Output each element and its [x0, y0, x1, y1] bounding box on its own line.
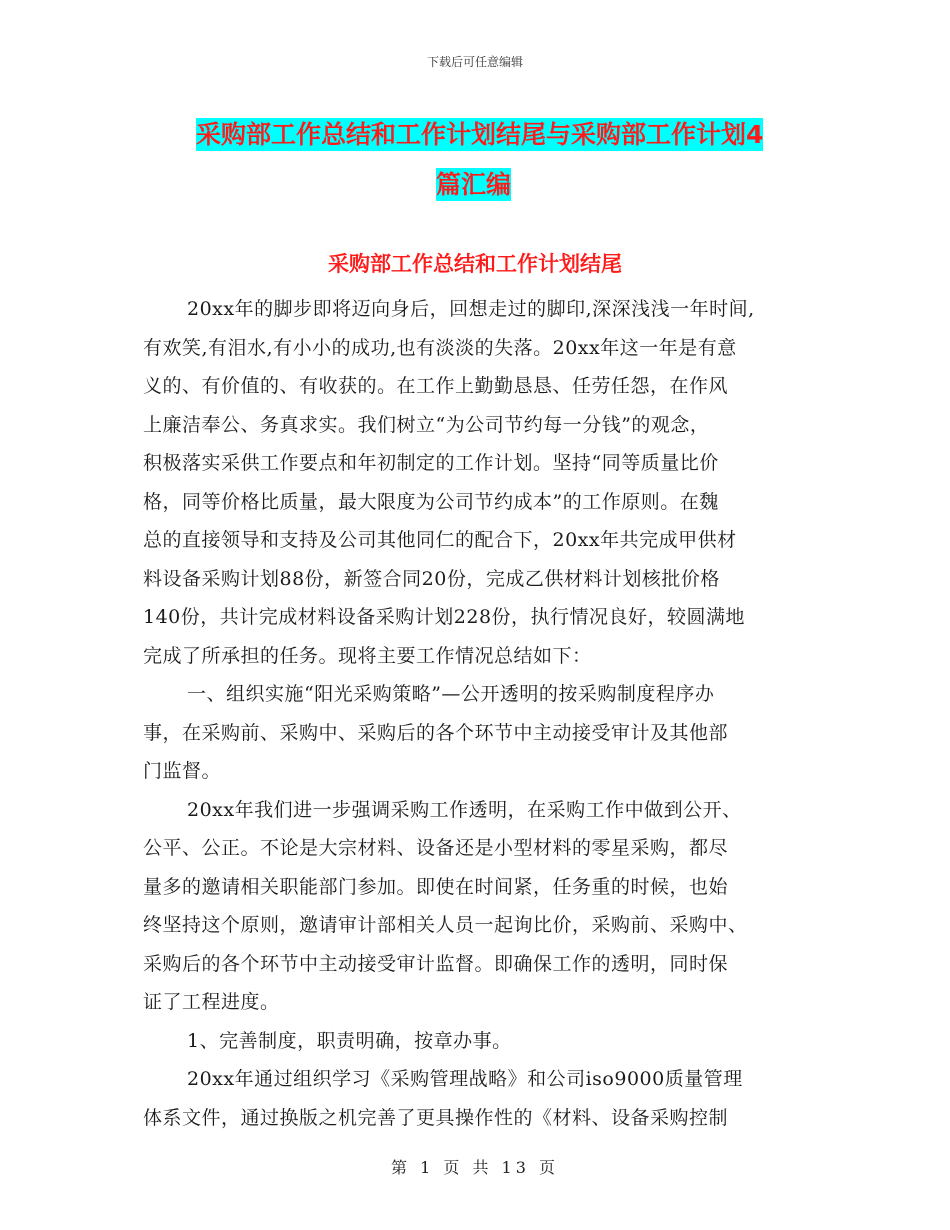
body-line: 料设备采购计划88份，新签合同20份，完成乙供材料计划核批价格 — [143, 567, 720, 590]
body-line: 140份，共计完成材料设备采购计划228份，执行情况良好，较圆满地 — [143, 606, 746, 628]
body-line: 积极落实采供工作要点和年初制定的工作计划。坚持“同等质量比价 — [143, 452, 719, 474]
title-line-1 — [196, 110, 816, 160]
body-line: 终坚持这个原则，邀请审计部相关人员一起询比价，采购前、采购中、 — [143, 914, 748, 936]
body-line: 一、组织实施“阳光采购策略”—公开透明的按采购制度程序办 — [187, 683, 715, 705]
body-line: 格，同等价格比质量，最大限度为公司节约成本”的工作原则。在魏 — [143, 490, 719, 513]
section-title: 采购部工作总结和工作计划结尾 — [328, 252, 622, 276]
body-line: 证了工程进度。 — [143, 991, 280, 1013]
body-line: 上廉洁奉公、务真求实。我们树立“为公司节约每一分钱”的观念， — [143, 413, 710, 436]
body-line: 完成了所承担的任务。现将主要工作情况总结如下： — [143, 644, 592, 667]
body-line: 事，在采购前、采购中、采购后的各个环节中主动接受审计及其他部 — [143, 721, 729, 744]
body-line: 1、完善制度，职责明确，按章办事。 — [187, 1029, 512, 1052]
title-line-2-text: 篇汇编 — [436, 170, 512, 199]
header-note: 下载后可任意编辑 — [426, 55, 523, 69]
body-text — [143, 290, 823, 1137]
body-line: 体系文件，通过换版之机完善了更具操作性的《材料、设备采购控制 — [143, 1106, 729, 1129]
title-line-1-text: 采购部工作总结和工作计划结尾与采购部工作计划4 — [196, 120, 764, 149]
body-line: 20xx年的脚步即将迈向身后，回想走过的脚印,深深浅浅一年时间, — [187, 298, 755, 320]
body-line: 采购后的各个环节中主动接受审计监督。即确保工作的透明，同时保 — [143, 952, 729, 975]
body-line: 量多的邀请相关职能部门参加。即使在时间紧，任务重的时候，也始 — [143, 875, 729, 898]
title-line-2 — [196, 160, 816, 210]
body-line: 20xx年通过组织学习《采购管理战略》和公司iso9000质量管理 — [187, 1068, 743, 1090]
document-title — [196, 110, 816, 210]
body-line: 有欢笑,有泪水,有小小的成功,也有淡淡的失落。20xx年这一年是有意 — [143, 336, 737, 359]
body-line: 总的直接领导和支持及公司其他同仁的配合下，20xx年共完成甲供材 — [143, 529, 737, 551]
body-line: 门监督。 — [143, 760, 222, 782]
body-line: 义的、有价值的、有收获的。在工作上勤勤恳恳、任劳任怨，在作风 — [143, 375, 729, 397]
body-line: 20xx年我们进一步强调采购工作透明，在采购工作中做到公开、 — [187, 798, 742, 821]
body-line: 公平、公正。不论是大宗材料、设备还是小型材料的零星采购，都尽 — [143, 837, 729, 859]
page-footer: 第 1 页 共 13 页 — [391, 1158, 559, 1177]
